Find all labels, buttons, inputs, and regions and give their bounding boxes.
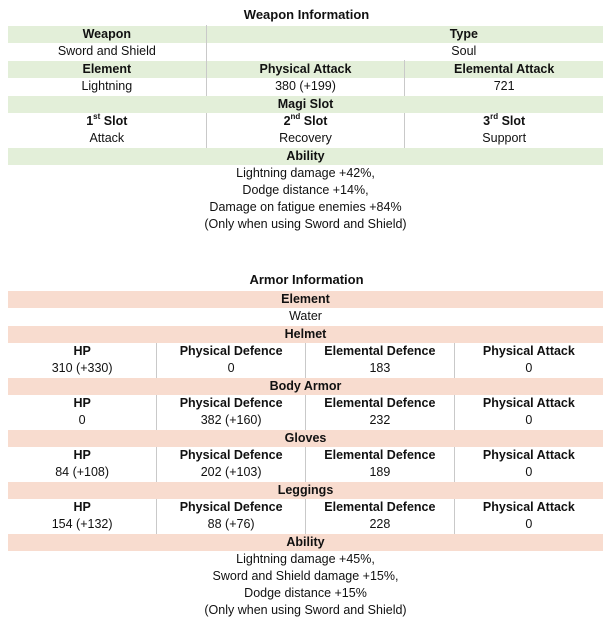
- armor-section-title: Armor Information: [249, 272, 364, 287]
- elemental-defence-value: 228: [306, 516, 455, 534]
- weapon-stats-header-row: [8, 61, 603, 79]
- slot2-value: Recovery: [206, 130, 405, 148]
- weapon-section-title: Weapon Information: [243, 7, 370, 22]
- physical-defence-value: 88 (+76): [157, 516, 306, 534]
- elemental-defence-value: 232: [306, 412, 455, 430]
- hp-label: HP: [8, 499, 157, 516]
- physical-attack-label: Physical Attack: [454, 395, 603, 412]
- physical-attack-value: 0: [454, 464, 603, 482]
- armor-values-row: [8, 360, 603, 378]
- hp-value: 154 (+132): [8, 516, 157, 534]
- element-value: Lightning: [8, 78, 206, 96]
- armor-columns-row: [8, 447, 603, 464]
- armor-ability-label: Ability: [8, 534, 603, 552]
- physical-attack-value: 0: [454, 412, 603, 430]
- armor-element-label: Element: [8, 291, 603, 309]
- physical-attack-label: Physical Attack: [206, 61, 405, 79]
- physical-defence-label: Physical Defence: [157, 499, 306, 516]
- armor-table: [8, 290, 603, 619]
- weapon-ability-line: Damage on fatigue enemies +84%: [8, 199, 603, 216]
- armor-ability-line: Dodge distance +15%: [8, 585, 603, 602]
- armor-values-row: [8, 464, 603, 482]
- slot3-value: Support: [405, 130, 603, 148]
- armor-piece-name: Leggings: [8, 482, 603, 500]
- hp-label: HP: [8, 343, 157, 360]
- physical-defence-label: Physical Defence: [157, 447, 306, 464]
- weapon-ability-line: Lightning damage +42%,: [8, 165, 603, 182]
- armor-element-header-row: [8, 291, 603, 309]
- physical-attack-label: Physical Attack: [454, 447, 603, 464]
- weapon-ability-line: Dodge distance +14%,: [8, 182, 603, 199]
- physical-defence-value: 382 (+160): [157, 412, 306, 430]
- hp-label: HP: [8, 447, 157, 464]
- hp-value: 310 (+330): [8, 360, 157, 378]
- element-label: Element: [8, 61, 206, 79]
- magi-slot-header-row: [8, 96, 603, 114]
- armor-element-row: [8, 308, 603, 326]
- elemental-defence-label: Elemental Defence: [306, 447, 455, 464]
- physical-attack-label: Physical Attack: [454, 343, 603, 360]
- hp-label: HP: [8, 395, 157, 412]
- physical-defence-value: 202 (+103): [157, 464, 306, 482]
- weapon-label: Weapon: [8, 26, 206, 44]
- elemental-attack-value: 721: [405, 78, 603, 96]
- physical-defence-value: 0: [157, 360, 306, 378]
- elemental-defence-value: 183: [306, 360, 455, 378]
- slot2-label: 2nd Slot: [206, 113, 405, 130]
- armor-values-row: [8, 412, 603, 430]
- armor-values-row: [8, 516, 603, 534]
- weapon-table: [8, 25, 603, 233]
- elemental-defence-label: Elemental Defence: [306, 343, 455, 360]
- magi-slot-label: Magi Slot: [8, 96, 603, 114]
- slot1-value: Attack: [8, 130, 206, 148]
- type-value: Soul: [206, 43, 603, 61]
- weapon-value: Sword and Shield: [8, 43, 206, 61]
- elemental-defence-value: 189: [306, 464, 455, 482]
- weapon-header-row: [8, 26, 603, 44]
- hp-value: 0: [8, 412, 157, 430]
- weapon-ability-line: (Only when using Sword and Shield): [8, 216, 603, 233]
- physical-defence-label: Physical Defence: [157, 343, 306, 360]
- armor-piece-name: Gloves: [8, 430, 603, 448]
- armor-piece-name: Helmet: [8, 326, 603, 344]
- armor-columns-row: [8, 499, 603, 516]
- weapon-ability-label: Ability: [8, 148, 603, 166]
- weapon-ability-header-row: [8, 148, 603, 166]
- hp-value: 84 (+108): [8, 464, 157, 482]
- physical-attack-value: 0: [454, 360, 603, 378]
- elemental-defence-label: Elemental Defence: [306, 499, 455, 516]
- slot-values-row: [8, 130, 603, 148]
- armor-piece-name: Body Armor: [8, 378, 603, 396]
- elemental-defence-label: Elemental Defence: [306, 395, 455, 412]
- weapon-value-row: [8, 43, 603, 61]
- physical-defence-label: Physical Defence: [157, 395, 306, 412]
- armor-ability-line: Lightning damage +45%,: [8, 551, 603, 568]
- armor-columns-row: [8, 395, 603, 412]
- type-label: Type: [206, 26, 603, 44]
- armor-ability-line: (Only when using Sword and Shield): [8, 602, 603, 619]
- slot1-label: 1st Slot: [8, 113, 206, 130]
- armor-ability-line: Sword and Shield damage +15%,: [8, 568, 603, 585]
- armor-columns-row: [8, 343, 603, 360]
- physical-attack-value: 380 (+199): [206, 78, 405, 96]
- weapon-stats-row: [8, 78, 603, 96]
- armor-ability-header-row: [8, 534, 603, 552]
- armor-element-value: Water: [8, 308, 603, 326]
- physical-attack-label: Physical Attack: [454, 499, 603, 516]
- physical-attack-value: 0: [454, 516, 603, 534]
- slot-names-row: [8, 113, 603, 130]
- slot3-label: 3rd Slot: [405, 113, 603, 130]
- elemental-attack-label: Elemental Attack: [405, 61, 603, 79]
